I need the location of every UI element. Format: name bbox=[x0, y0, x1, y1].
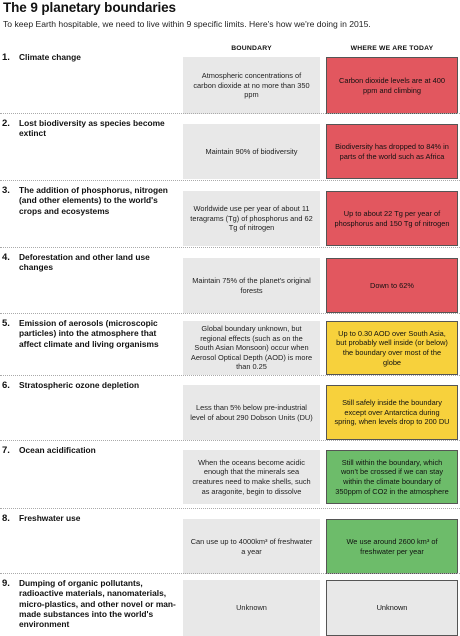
boundary-cell: Global boundary unknown, but regional effects (such as on the South Asian Monsoon) occur when Aerosol Optical Depth (AOD) is more than 0.25 bbox=[183, 321, 320, 375]
row-divider bbox=[0, 113, 460, 114]
row-number: 6. bbox=[2, 380, 10, 391]
row-divider bbox=[0, 375, 460, 376]
page-subtitle: To keep Earth hospitable, we need to live within 9 specific limits. Here's how we're doing in 2015. bbox=[3, 19, 371, 29]
status-cell-grey: Unknown bbox=[326, 580, 458, 636]
row-divider bbox=[0, 247, 460, 248]
boundary-cell: Maintain 90% of biodiversity bbox=[183, 124, 320, 179]
status-cell-red: Biodiversity has dropped to 84% in parts of the world such as Africa bbox=[326, 124, 458, 179]
boundary-name: Dumping of organic pollutants, radioactive materials, nanomaterials, micro-plastics, and other novel or man-made substances into the world's environment bbox=[19, 578, 176, 630]
row-divider bbox=[0, 573, 460, 574]
row-divider bbox=[0, 440, 460, 441]
boundary-cell: When the oceans become acidic enough that the minerals sea creatures need to make shells, such as aragonite, begin to dissolve bbox=[183, 450, 320, 504]
column-header-boundary: BOUNDARY bbox=[231, 45, 272, 52]
row-number: 5. bbox=[2, 318, 10, 329]
status-cell-yellow: Still safely inside the boundary except over Antarctica during spring, when levels drop to 200 DU bbox=[326, 385, 458, 440]
row-divider bbox=[0, 313, 460, 314]
status-cell-yellow: Up to 0.30 AOD over South Asia, but probably well inside (or below) the boundary over most of the globe bbox=[326, 321, 458, 375]
row-divider bbox=[0, 508, 460, 509]
boundary-name: Deforestation and other land use changes bbox=[19, 252, 150, 273]
row-divider bbox=[0, 180, 460, 181]
boundary-cell: Atmospheric concentrations of carbon dioxide at no more than 350 ppm bbox=[183, 57, 320, 114]
boundary-cell: Maintain 75% of the planet's original forests bbox=[183, 258, 320, 313]
row-number: 2. bbox=[2, 118, 10, 129]
boundary-cell: Worldwide use per year of about 11 teragrams (Tg) of phosphorus and 62 Tg of nitrogen bbox=[183, 191, 320, 246]
status-cell-green: We use around 2600 km³ of freshwater per year bbox=[326, 519, 458, 574]
status-cell-red: Carbon dioxide levels are at 400 ppm and climbing bbox=[326, 57, 458, 114]
row-number: 4. bbox=[2, 252, 10, 263]
boundary-name: Climate change bbox=[19, 52, 81, 62]
row-number: 7. bbox=[2, 445, 10, 456]
boundary-name: Emission of aerosols (microscopic particles) into the atmosphere that affect climate and living organisms bbox=[19, 318, 159, 349]
status-cell-green: Still within the boundary, which won't be crossed if we can stay within the climate boundary of 350ppm of CO2 in the atmosphere bbox=[326, 450, 458, 504]
column-header-today: WHERE WE ARE TODAY bbox=[350, 45, 434, 52]
status-cell-red: Up to about 22 Tg per year of phosphorus and 150 Tg of nitrogen bbox=[326, 191, 458, 246]
row-number: 1. bbox=[2, 52, 10, 63]
status-cell-red: Down to 62% bbox=[326, 258, 458, 313]
row-number: 9. bbox=[2, 578, 10, 589]
boundary-cell: Unknown bbox=[183, 580, 320, 636]
boundary-name: Ocean acidification bbox=[19, 445, 96, 455]
page-title: The 9 planetary boundaries bbox=[3, 0, 176, 15]
boundary-name: Lost biodiversity as species become extinct bbox=[19, 118, 165, 139]
boundary-cell: Can use up to 4000km³ of freshwater a year bbox=[183, 519, 320, 574]
boundary-name: The addition of phosphorus, nitrogen (and other elements) to the world's crops and ecosystems bbox=[19, 185, 168, 216]
boundary-name: Freshwater use bbox=[19, 513, 81, 523]
row-number: 8. bbox=[2, 513, 10, 524]
boundary-name: Stratospheric ozone depletion bbox=[19, 380, 140, 390]
row-number: 3. bbox=[2, 185, 10, 196]
boundary-cell: Less than 5% below pre-industrial level of about 290 Dobson Units (DU) bbox=[183, 385, 320, 440]
